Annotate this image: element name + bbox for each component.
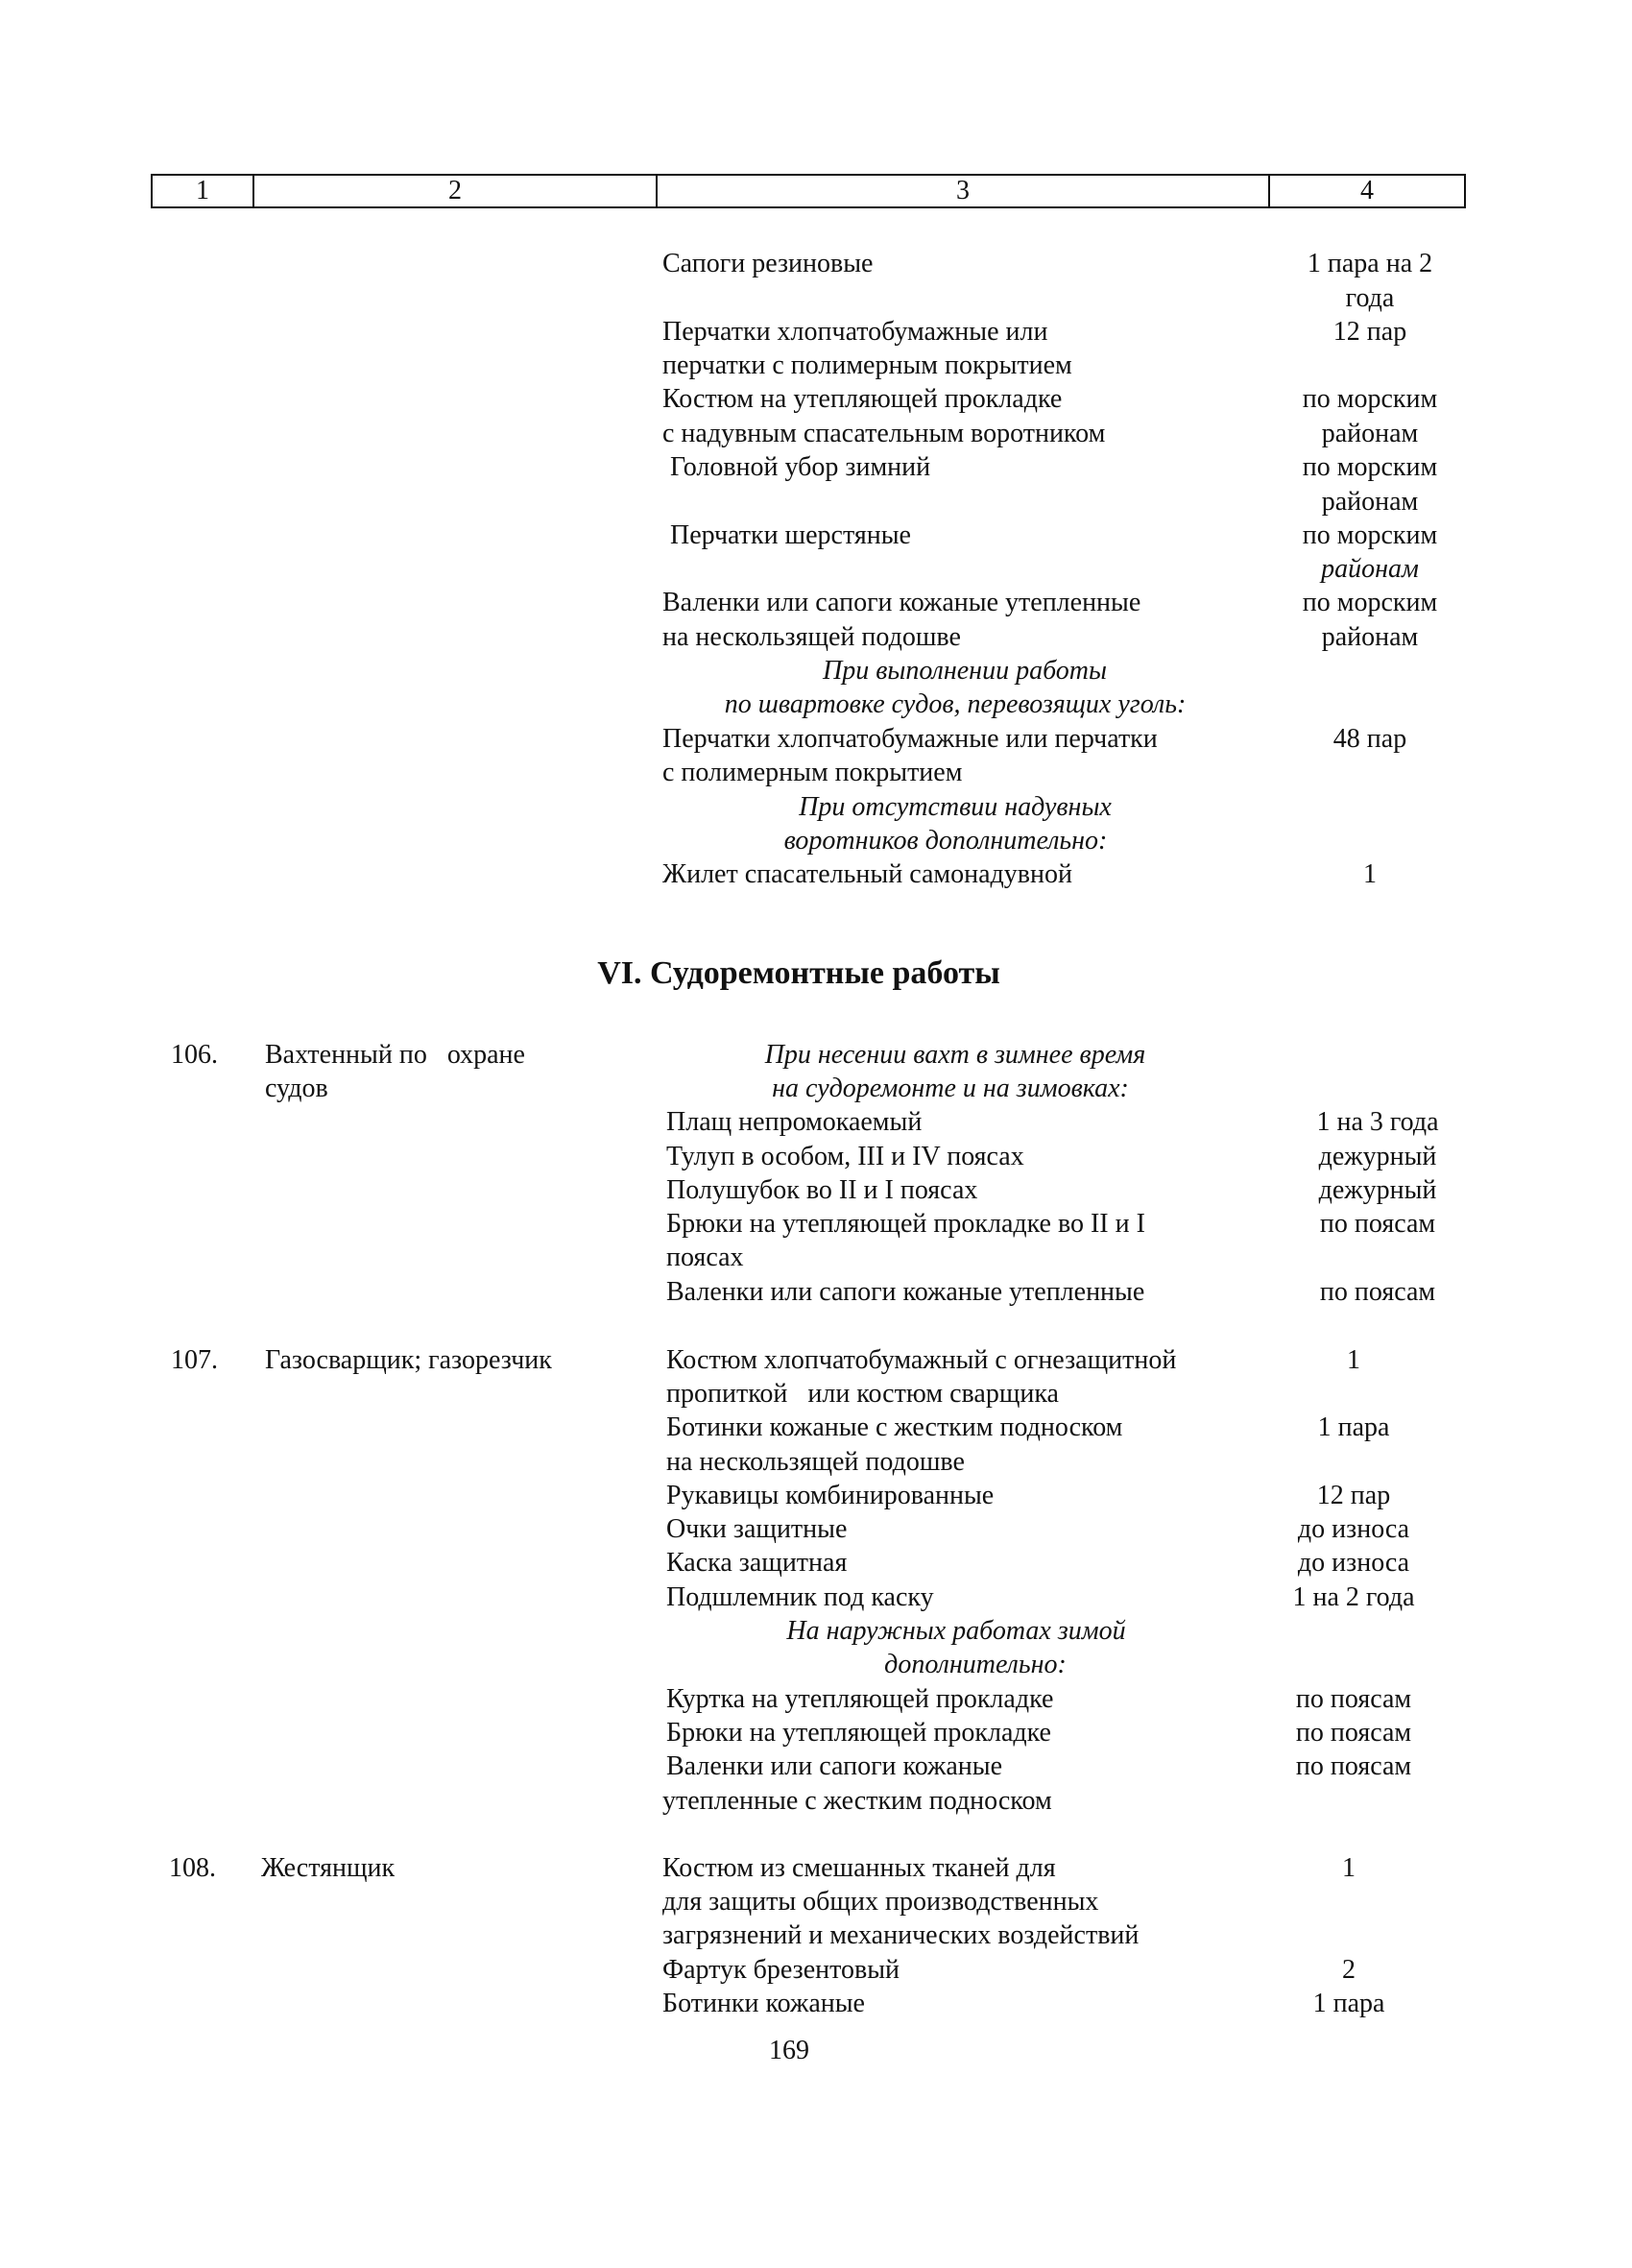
item-text: Перчатки хлопчатобумажные или перчатки: [662, 724, 1158, 754]
item-text: Костюм из смешанных тканей для: [662, 1853, 1056, 1883]
item-text: Ботинки кожаные: [662, 1989, 865, 2018]
item-text: Перчатки шерстяные: [670, 520, 911, 550]
item-text: Жилет спасательный самонадувной: [662, 859, 1072, 889]
item-text: Брюки на утепляющей прокладке: [666, 1718, 1051, 1748]
item-norm: районам: [1321, 419, 1419, 448]
item-norm: районам: [1321, 554, 1419, 584]
item-text: загрязнений и механических воздействий: [662, 1920, 1140, 1950]
item-norm: 1 на 3 года: [1316, 1107, 1439, 1137]
item-norm: 1: [1363, 859, 1377, 889]
item-norm: по поясам: [1295, 1751, 1412, 1781]
item-norm: районам: [1321, 622, 1419, 652]
condition-note: При несении вахт в зимнее время: [764, 1040, 1146, 1070]
condition-note: При отсутствии надувных: [799, 792, 1112, 822]
profession: Газосварщик; газорезчик: [265, 1345, 552, 1375]
item-norm: года: [1345, 283, 1395, 313]
item-norm: 2: [1342, 1955, 1356, 1985]
item-text: Куртка на утепляющей прокладке: [666, 1684, 1054, 1714]
item-norm: 48 пар: [1332, 724, 1407, 754]
item-norm: по поясам: [1295, 1684, 1412, 1714]
item-norm: районам: [1321, 487, 1419, 517]
item-text: Подшлемник под каску: [666, 1582, 934, 1612]
item-norm: 1 пара: [1312, 1989, 1385, 2018]
item-norm: дежурный: [1318, 1142, 1437, 1171]
profession: Вахтенный по охране: [265, 1040, 525, 1070]
item-norm: 1: [1342, 1853, 1356, 1883]
item-norm: по поясам: [1295, 1718, 1412, 1748]
item-text: Головной убор зимний: [670, 452, 931, 482]
condition-note: на судоремонте и на зимовках:: [772, 1074, 1129, 1103]
item-text: на нескользящей подошве: [666, 1447, 965, 1477]
item-norm: по морским: [1302, 452, 1438, 482]
item-norm: по морским: [1302, 588, 1438, 617]
item-text: на нескользящей подошве: [662, 622, 961, 652]
item-norm: по поясам: [1319, 1277, 1436, 1307]
condition-note: При выполнении работы: [823, 656, 1107, 686]
item-text: с полимерным покрытием: [662, 758, 963, 787]
item-norm: 1: [1347, 1345, 1360, 1375]
row-number: 107.: [171, 1345, 218, 1375]
table-header-row: [151, 174, 1466, 208]
item-text: Валенки или сапоги кожаные утепленные: [662, 588, 1141, 617]
item-text: Фартук брезентовый: [662, 1955, 900, 1985]
row-number: 106.: [171, 1040, 218, 1070]
item-text: перчатки с полимерным покрытием: [662, 350, 1072, 380]
profession: судов: [265, 1074, 328, 1103]
item-norm: 12 пар: [1332, 317, 1407, 347]
col-2-header: 2: [254, 176, 658, 206]
item-norm: по поясам: [1319, 1209, 1436, 1239]
condition-note: воротников дополнительно:: [783, 826, 1108, 856]
item-text: для защиты общих производственных: [662, 1887, 1099, 1917]
item-text: Ботинки кожаные с жестким подноском: [666, 1412, 1123, 1442]
item-text: Плащ непромокаемый: [666, 1107, 923, 1137]
item-norm: 12 пар: [1316, 1481, 1391, 1510]
page-number: 169: [769, 2036, 809, 2065]
item-text: Тулуп в особом, III и IV поясах: [666, 1142, 1024, 1171]
item-norm: до износа: [1297, 1514, 1410, 1544]
item-norm: до износа: [1297, 1548, 1410, 1578]
item-text: поясах: [666, 1243, 744, 1272]
item-text: Перчатки хлопчатобумажные или: [662, 317, 1048, 347]
row-number: 108.: [169, 1853, 216, 1883]
item-text: Рукавицы комбинированные: [666, 1481, 995, 1510]
item-norm: 1 на 2 года: [1292, 1582, 1415, 1612]
item-text: Костюм на утепляющей прокладке: [662, 384, 1063, 414]
item-text: Сапоги резиновые: [662, 249, 874, 278]
item-text: Очки защитные: [666, 1514, 848, 1544]
item-text: Валенки или сапоги кожаные: [666, 1751, 1003, 1781]
item-text: Брюки на утепляющей прокладке во II и I: [666, 1209, 1145, 1239]
item-norm: 1 пара: [1317, 1412, 1390, 1442]
item-norm: 1 пара на 2: [1307, 249, 1433, 278]
item-text: утепленные с жестким подноском: [662, 1786, 1052, 1816]
item-text: с надувным спасательным воротником: [662, 419, 1106, 448]
item-text: пропиткой или костюм сварщика: [666, 1379, 1059, 1409]
item-text: Каска защитная: [666, 1548, 848, 1578]
col-4-header: 4: [1360, 176, 1374, 205]
item-norm: по морским: [1302, 384, 1438, 414]
condition-note: по швартовке судов, перевозящих уголь:: [724, 689, 1187, 719]
item-text: Валенки или сапоги кожаные утепленные: [666, 1277, 1145, 1307]
col-1-header: 1: [153, 176, 254, 206]
item-norm: дежурный: [1318, 1175, 1437, 1205]
condition-note: дополнительно:: [884, 1650, 1067, 1679]
condition-note: На наружных работах зимой: [786, 1616, 1126, 1646]
profession: Жестянщик: [261, 1853, 396, 1883]
item-norm: по морским: [1302, 520, 1438, 550]
item-text: Полушубок во II и I поясах: [666, 1175, 978, 1205]
col-3-header: 3: [658, 176, 1270, 206]
item-text: Костюм хлопчатобумажный с огнезащитной: [666, 1345, 1177, 1375]
section-title: VI. Судоремонтные работы: [597, 955, 1000, 991]
